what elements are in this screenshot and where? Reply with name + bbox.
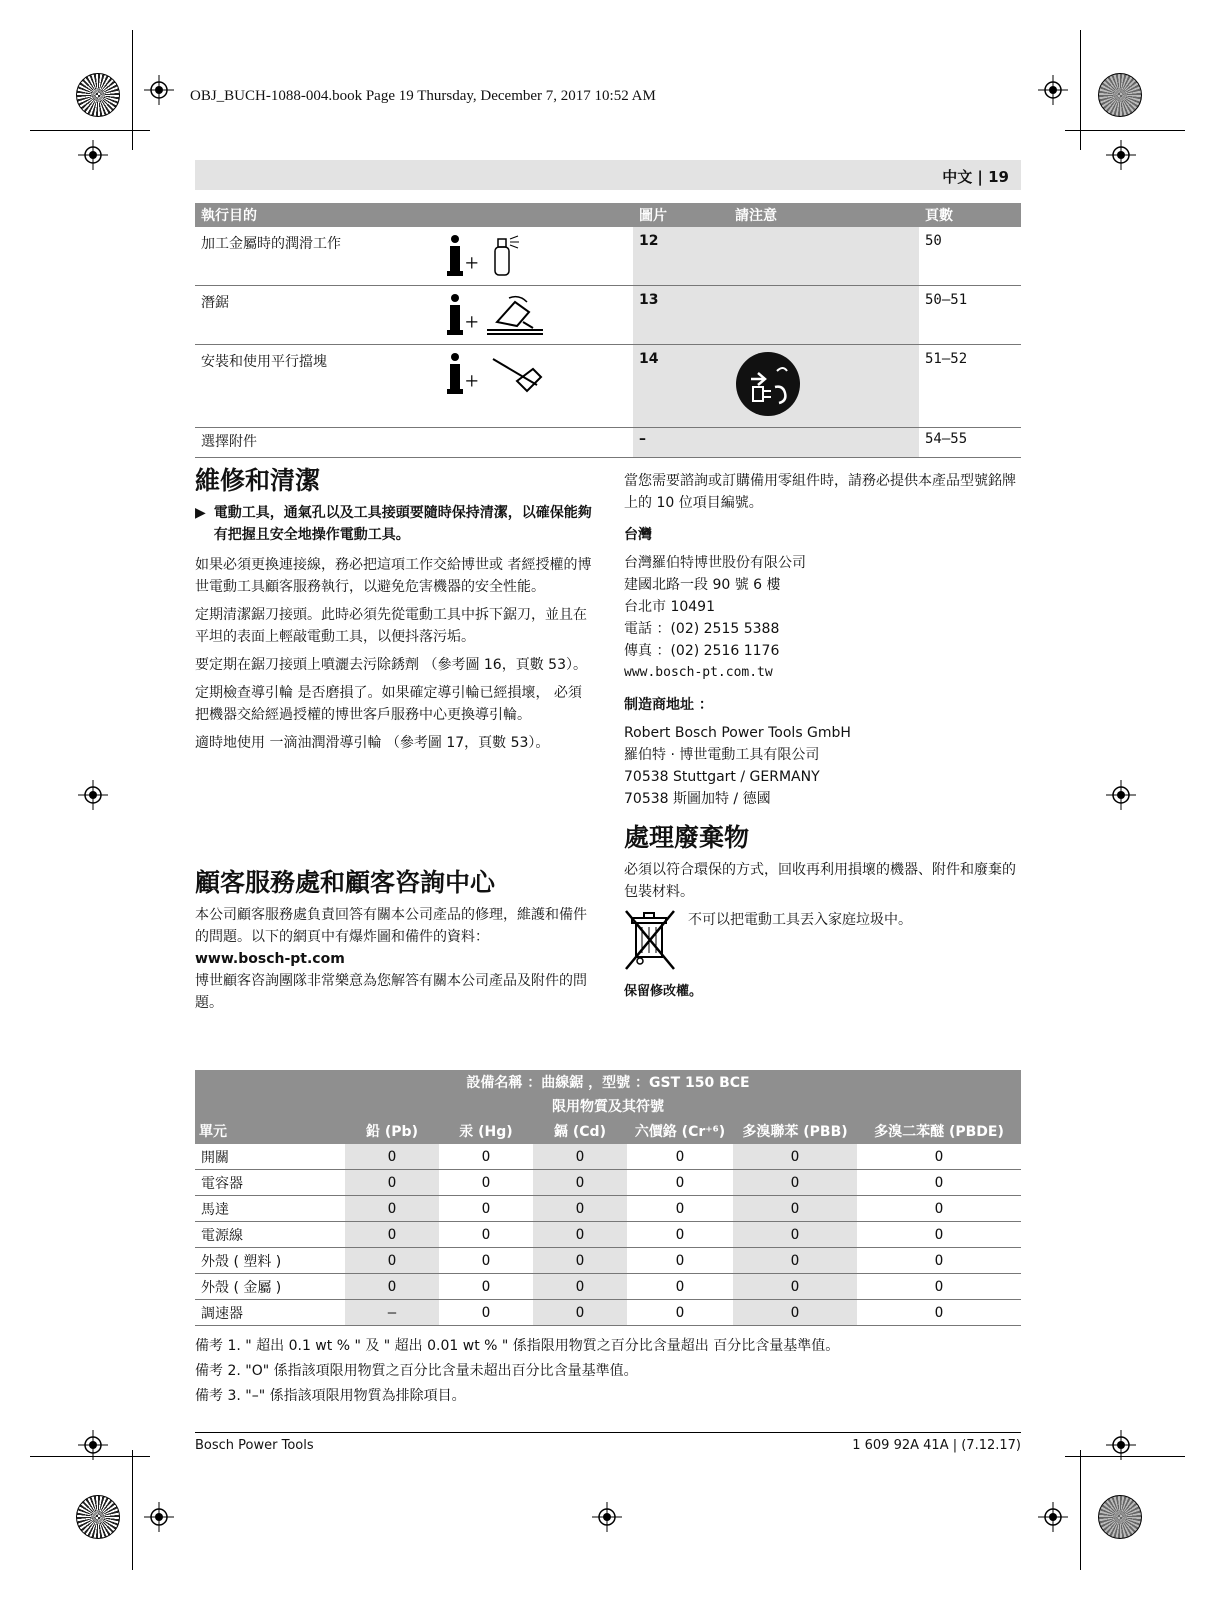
taiwan-heading: 台灣	[624, 527, 652, 543]
row-unit-name: 電源線	[195, 1222, 345, 1248]
row-note	[729, 428, 919, 458]
registration-crosshair-icon	[78, 140, 108, 170]
address-line: 台灣羅伯特博世股份有限公司	[624, 555, 806, 571]
substance-cell: O	[733, 1196, 857, 1222]
substance-cell: O	[533, 1144, 627, 1170]
substance-rows	[195, 1144, 1021, 1326]
registration-crosshair-icon	[1106, 780, 1136, 810]
registration-crosshair-icon	[78, 1430, 108, 1460]
paragraph: 如果必須更換連接線，務必把這項工作交給博世或 者經授權的博世電動工具顧客服務執行，以避免危害機器的安全性能。	[195, 557, 592, 595]
paragraph: 定期清潔鋸刀接頭。此時必須先從電動工具中拆下鋸刀，並且在平坦的表面上輕敲電動工具，以便抖落污垢。	[195, 607, 587, 645]
table-row	[195, 428, 1021, 458]
book-info-line: OBJ_BUCH-1088-004.book Page 19 Thursday, December 7, 2017 10:52 AM	[190, 88, 656, 104]
substance-cell: O	[439, 1248, 533, 1274]
address-line: 羅伯特 · 博世電動工具有限公司	[624, 747, 820, 763]
substance-cell: O	[733, 1274, 857, 1300]
header-hg: 汞 (Hg)	[439, 1118, 533, 1144]
address-line: 建國北路一段 90 號 6 樓	[624, 577, 781, 593]
substance-cell: O	[857, 1170, 1021, 1196]
header-note: 請注意	[729, 203, 919, 227]
maintenance-section	[195, 466, 595, 760]
substance-cell: O	[533, 1274, 627, 1300]
note-line: 備考 3. "–" 係指該項限用物質為排除項目。	[195, 1388, 466, 1404]
bin-text: 不可以把電動工具丟入家庭垃圾中。	[688, 912, 912, 928]
substance-cell: O	[627, 1170, 733, 1196]
paragraph: 當您需要諮詢或訂購備用零組件時，請務必提供本產品型號銘牌上的 10 位項目編號。	[624, 473, 1016, 511]
substance-cell: O	[627, 1300, 733, 1326]
info-spray-icon	[439, 227, 633, 286]
table-row	[195, 1300, 1021, 1326]
substance-label: 限用物質及其符號	[195, 1094, 1021, 1118]
header-pbb: 多溴聯苯 (PBB)	[733, 1118, 857, 1144]
substance-cell: O	[439, 1300, 533, 1326]
paragraph: 要定期在鋸刀接頭上噴灑去污除銹劑 （參考圖 16，頁數 53）。	[195, 657, 587, 673]
row-note	[729, 286, 919, 345]
task-table-header	[195, 203, 1021, 227]
substance-cell: O	[345, 1196, 439, 1222]
row-note	[729, 227, 919, 286]
substance-cell: O	[627, 1222, 733, 1248]
address-line: 70538 斯圖加特 / 德國	[624, 791, 771, 807]
svg-text:+: +	[465, 251, 479, 277]
footer-divider	[195, 1432, 1021, 1433]
substance-cell: –	[345, 1300, 439, 1326]
substance-header	[195, 1118, 1021, 1144]
disposal-title: 處理廢棄物	[624, 823, 750, 852]
bin-notice	[624, 909, 1024, 971]
paragraph: 本公司顧客服務處負責回答有關本公司產品的修理，維護和備件的問題。以下的網頁中有爆炸圖和備件的資料：	[195, 907, 587, 945]
table-row	[195, 345, 1021, 428]
table-row	[195, 1196, 1021, 1222]
registration-crosshair-icon	[1038, 1502, 1068, 1532]
header-purpose: 執行目的	[195, 203, 439, 227]
info-parallel-guide-icon	[439, 345, 633, 428]
paragraph: 博世顧客咨詢團隊非常樂意為您解答有關本公司產品及附件的問題。	[195, 973, 587, 1011]
note-line: 備考 2. "O" 係指該項限用物質之百分比含量未超出百分比含量基準值。	[195, 1363, 638, 1379]
page-header-bar	[195, 160, 1021, 190]
svg-text:+: +	[465, 369, 479, 395]
substance-cell: O	[439, 1144, 533, 1170]
table-row	[195, 286, 1021, 345]
substance-cell: O	[439, 1222, 533, 1248]
substance-banner	[195, 1094, 1021, 1118]
row-purpose: 安裝和使用平行擋塊	[195, 345, 439, 428]
row-note	[729, 345, 919, 428]
substance-cell: O	[345, 1144, 439, 1170]
registration-wheel-icon	[1098, 1495, 1142, 1539]
table-row	[195, 1170, 1021, 1196]
header-unit: 單元	[195, 1118, 345, 1144]
table-row	[195, 227, 1021, 286]
info-plunge-cut-icon	[439, 286, 633, 345]
row-figure: –	[633, 428, 729, 458]
row-unit-name: 開關	[195, 1144, 345, 1170]
maker-address	[624, 722, 1024, 810]
service-title: 顧客服務處和顧客咨詢中心	[195, 868, 496, 897]
registration-crosshair-icon	[1106, 1430, 1136, 1460]
registration-crosshair-icon	[144, 75, 174, 105]
row-figure: 14	[633, 345, 729, 428]
paragraph: 適時地使用 一滴油潤滑導引輪 （參考圖 17，頁數 53）。	[195, 735, 550, 751]
substance-cell: O	[733, 1170, 857, 1196]
row-pages: 50–51	[919, 286, 1021, 345]
header-icon	[439, 203, 633, 227]
substance-cell: O	[857, 1222, 1021, 1248]
substance-cell: O	[439, 1170, 533, 1196]
header-pbde: 多溴二苯醚 (PBDE)	[857, 1118, 1021, 1144]
header-figure: 圖片	[633, 203, 729, 227]
row-purpose: 加工金屬時的潤滑工作	[195, 227, 439, 286]
registration-wheel-icon	[76, 73, 120, 117]
substance-cell: O	[857, 1144, 1021, 1170]
table-row	[195, 1274, 1021, 1300]
warning-item	[195, 502, 595, 546]
substance-cell: O	[857, 1300, 1021, 1326]
header-pages: 頁數	[919, 203, 1021, 227]
substance-cell: O	[439, 1196, 533, 1222]
header-pb: 鉛 (Pb)	[345, 1118, 439, 1144]
arrow-bullet-icon: ▶	[195, 505, 206, 521]
phone-line: 電話 ：(02) 2515 5388	[624, 621, 780, 637]
header-cd: 鎘 (Cd)	[533, 1118, 627, 1144]
table-row	[195, 1248, 1021, 1274]
substance-cell: O	[345, 1274, 439, 1300]
row-pages: 54–55	[919, 428, 1021, 458]
substance-cell: O	[733, 1144, 857, 1170]
footer-doc-number: 1 609 92A 41A | (7.12.17)	[852, 1438, 1021, 1453]
address-line: Robert Bosch Power Tools GmbH	[624, 725, 851, 741]
registration-crosshair-icon	[144, 1502, 174, 1532]
substance-cell: O	[533, 1222, 627, 1248]
address-line: 台北市 10491	[624, 599, 715, 615]
service-section	[195, 868, 595, 1020]
row-icon-empty	[439, 428, 633, 458]
substance-cell: O	[733, 1300, 857, 1326]
note-line: 備考 1. " 超出 0.1 wt % " 及 " 超出 0.01 wt % " 係指限用物質之百分比含量超出 百分比含量基準值。	[195, 1338, 840, 1354]
row-unit-name: 馬達	[195, 1196, 345, 1222]
address-line: 70538 Stuttgart / GERMANY	[624, 769, 820, 785]
substance-cell: O	[857, 1274, 1021, 1300]
disposal-section	[624, 823, 1024, 1009]
row-unit-name: 調速器	[195, 1300, 345, 1326]
substance-cell: O	[345, 1248, 439, 1274]
task-table	[195, 203, 1021, 458]
paragraph: 必須以符合環保的方式，回收再利用損壞的機器、附件和廢棄的包裝材料。	[624, 862, 1016, 900]
registration-crosshair-icon	[78, 780, 108, 810]
substance-cell: O	[345, 1222, 439, 1248]
paragraph: 定期檢查導引輪 是否磨損了。如果確定導引輪已經損壞， 必須把機器交給經過授權的博世客戶服務中心更換導引輪。	[195, 685, 582, 723]
substance-banner	[195, 1070, 1021, 1094]
notes	[195, 1334, 839, 1409]
substance-table	[195, 1070, 1021, 1326]
fax-line: 傳真 ：(02) 2516 1176	[624, 643, 780, 659]
substance-cell: O	[533, 1300, 627, 1326]
crossed-out-bin-icon	[624, 909, 676, 971]
substance-cell: O	[627, 1196, 733, 1222]
page-header: 中文 | 19	[942, 168, 1009, 186]
row-unit-name: 外殼 ( 金屬 )	[195, 1274, 345, 1300]
row-pages: 51–52	[919, 345, 1021, 428]
row-pages: 50	[919, 227, 1021, 286]
row-purpose: 選擇附件	[195, 428, 439, 458]
registration-crosshair-icon	[592, 1502, 622, 1532]
registration-crosshair-icon	[1038, 75, 1068, 105]
maintenance-title: 維修和清潔	[195, 466, 321, 495]
unplug-icon	[735, 351, 801, 417]
substance-cell: O	[345, 1170, 439, 1196]
substance-cell: O	[533, 1170, 627, 1196]
substance-cell: O	[533, 1248, 627, 1274]
registration-wheel-icon	[76, 1495, 120, 1539]
svg-text:+: +	[465, 310, 479, 336]
substance-cell: O	[533, 1196, 627, 1222]
header-cr6: 六價鉻 (Cr⁺⁶)	[627, 1118, 733, 1144]
table-row	[195, 1222, 1021, 1248]
substance-cell: O	[627, 1274, 733, 1300]
substance-cell: O	[439, 1274, 533, 1300]
maker-heading: 制造商地址 ：	[624, 697, 713, 713]
taiwan-address	[624, 552, 1024, 684]
substance-cell: O	[733, 1248, 857, 1274]
substance-cell: O	[857, 1196, 1021, 1222]
reserve-note: 保留修改權。	[624, 984, 703, 999]
substance-cell: O	[627, 1144, 733, 1170]
row-unit-name: 外殼 ( 塑料 )	[195, 1248, 345, 1274]
warning-text: 電動工具，通氣孔以及工具接頭要隨時保持清潔，以確保能夠有把握且安全地操作電動工具。	[213, 505, 592, 543]
substance-cell: O	[857, 1248, 1021, 1274]
registration-wheel-icon	[1098, 73, 1142, 117]
row-purpose: 潛鋸	[195, 286, 439, 345]
registration-crosshair-icon	[1106, 140, 1136, 170]
footer-brand: Bosch Power Tools	[195, 1438, 314, 1453]
row-unit-name: 電容器	[195, 1170, 345, 1196]
substance-cell: O	[627, 1248, 733, 1274]
row-figure: 12	[633, 227, 729, 286]
contact-section	[624, 470, 1024, 810]
substance-cell: O	[733, 1222, 857, 1248]
service-url-link[interactable]: www.bosch-pt.com	[195, 951, 345, 967]
device-name: 設備名稱 ：曲線鋸 ，型號 ：GST 150 BCE	[195, 1070, 1021, 1094]
table-row	[195, 1144, 1021, 1170]
row-figure: 13	[633, 286, 729, 345]
website-link[interactable]: www.bosch-pt.com.tw	[624, 665, 773, 680]
